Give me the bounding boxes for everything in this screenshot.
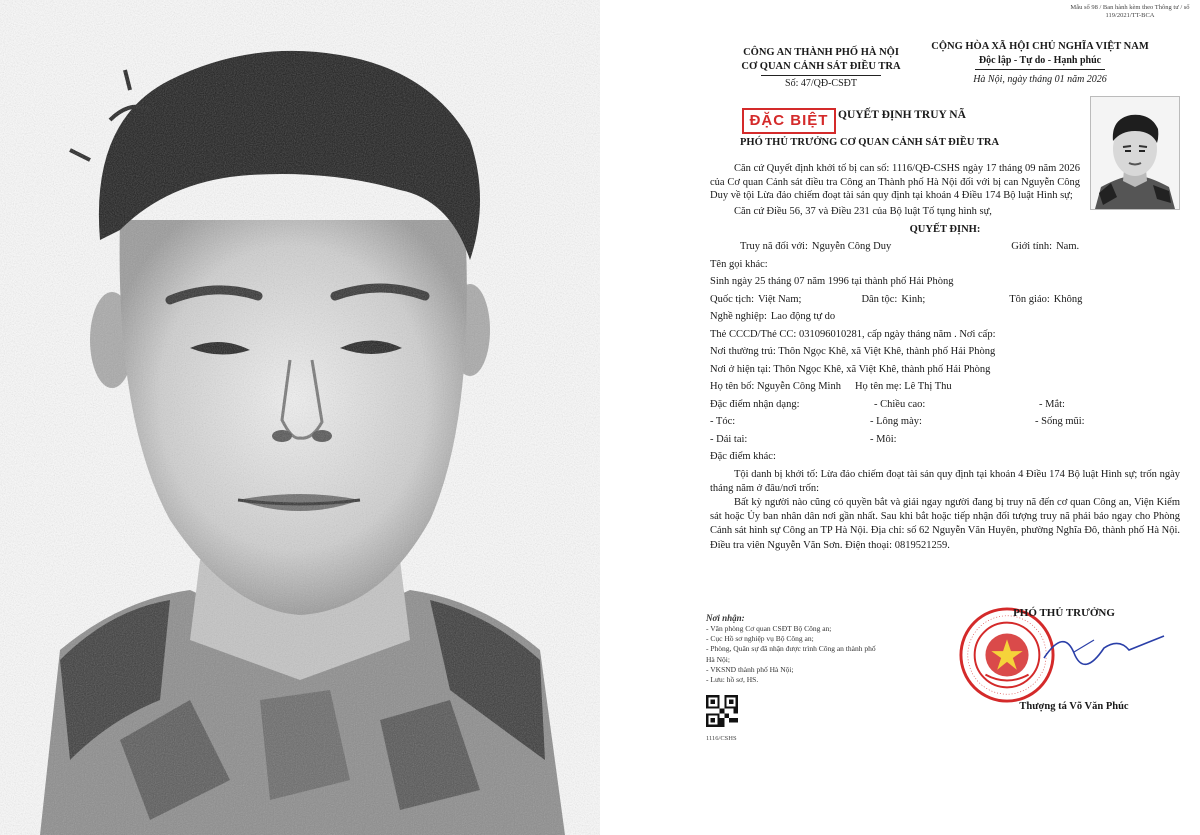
recipient-item: - Văn phòng Cơ quan CSĐT Bộ Công an; <box>706 624 832 634</box>
feature-nose: - Sống mũi: <box>1035 416 1085 428</box>
crime-paragraph: Tội danh bị khởi tố: Lừa đảo chiếm đoạt tài sản quy định tại khoản 4 Điều 174 Bộ luật Hình sự; trốn ngày tháng năm ở đâu/nơi trốn: <box>710 468 1180 494</box>
agency-underline <box>761 75 881 76</box>
document-code: 1116/CSHS <box>706 735 737 742</box>
other-features-row <box>710 450 1180 468</box>
signature-icon <box>1034 618 1174 678</box>
recipient-item: - VKSND thành phố Hà Nội; <box>706 664 794 674</box>
hometown-line: Nơi thường trú: Thôn Ngọc Khê, xã Việt Khê, thành phố Hải Phòng <box>710 346 996 358</box>
parents-row <box>710 380 1180 398</box>
hometown-row <box>710 345 1180 363</box>
nationality-row <box>710 293 1180 311</box>
motto-underline <box>975 69 1105 70</box>
id-card-row <box>710 328 1180 346</box>
features-row-2 <box>710 415 1180 433</box>
qr-code-icon <box>706 695 738 727</box>
wanted-label: Truy nã đối với: <box>740 241 808 253</box>
agency-line-2: CƠ QUAN CẢNH SÁT ĐIỀU TRA <box>741 61 901 73</box>
occupation-label: Nghề nghiệp: <box>710 311 767 323</box>
features-row-3 <box>710 433 1180 451</box>
feature-eyebrows: - Lông mày: <box>870 416 922 428</box>
recipient-item: Hà Nội; <box>706 654 730 664</box>
document-body <box>710 162 1180 553</box>
recipients-title: Nơi nhận: <box>706 613 745 623</box>
recipient-item: - Lưu: hồ sơ, HS. <box>706 674 759 684</box>
feature-hair: - Tóc: <box>710 416 736 428</box>
feature-height: - Chiều cao: <box>874 398 926 410</box>
dob-line: Sinh ngày 25 tháng 07 năm 1996 tại thành phố Hải Phòng <box>710 276 954 288</box>
recipient-item: - Phòng, Quân sự đã nhận được trình Công an thành phố <box>706 644 876 654</box>
national-header <box>910 40 1170 86</box>
alias-row <box>710 258 1180 276</box>
nationality-label: Quốc tịch: <box>710 293 755 305</box>
signer-block <box>944 606 1184 716</box>
filing-note: Mẫu số 98 / Ban hành kèm theo Thông tư / số 119/2021/TT-BCA <box>1070 4 1190 20</box>
father-line: Họ tên bố: Nguyễn Công Minh <box>710 381 841 393</box>
occupation-value: Lao động tự do <box>770 311 836 323</box>
document-title: QUYẾT ĐỊNH TRUY NÃ <box>838 109 966 121</box>
feature-eyes: - Mắt: <box>1039 398 1065 410</box>
other-features-label: Đặc điểm khác: <box>710 451 776 463</box>
features-row-1 <box>710 398 1180 416</box>
residence-row <box>710 363 1180 381</box>
preamble-paragraph-2: Căn cứ Điều 56, 37 và Điều 231 của Bộ luật Tố tụng hình sự, <box>734 205 992 217</box>
signature <box>1034 618 1174 678</box>
country-name: CỘNG HÒA XÃ HỘI CHỦ NGHĨA VIỆT NAM <box>931 41 1149 52</box>
features-label: Đặc điểm nhận dạng: <box>710 398 800 410</box>
qr-code <box>706 695 738 727</box>
dateline: Hà Nội, ngày tháng 01 năm 2026 <box>973 73 1107 85</box>
ethnicity-label: Dân tộc: <box>861 293 898 305</box>
feature-lips: - Môi: <box>870 433 897 445</box>
dob-row <box>710 275 1180 293</box>
mother-line: Họ tên mẹ: Lê Thị Thu <box>854 381 952 393</box>
occupation-row <box>710 310 1180 328</box>
residence-line: Nơi ở hiện tại: Thôn Ngọc Khê, xã Việt Khê, thành phố Hải Phòng <box>710 363 991 375</box>
ethnicity-value: Kinh; <box>901 293 926 305</box>
religion-label: Tôn giáo: <box>1009 293 1050 305</box>
feature-ears: - Dái tai: <box>710 433 748 445</box>
wanted-person-row <box>710 240 1180 258</box>
instruction-paragraph: Bất kỳ người nào cũng có quyền bắt và giải ngay người đang bị truy nã đến cơ quan Công an, Viện Kiểm sát hoặc Ủy ban nhân dân nơi gần nhất. Sau khi bắt hoặc tiếp nhận đối tượng truy nã phải báo ngay cho Phòng Cảnh sát hình sự Công an TP Hà Nội. Địa chỉ: số 62 Nguyễn Văn Huyên, phường Nghĩa Đô, thành phố Hà Nội. Điều tra viên Nguyễn Văn Sơn. Điện thoại: 0819521259. <box>710 497 1180 551</box>
national-motto: Độc lập - Tự do - Hạnh phúc <box>978 55 1102 67</box>
nationality-value: Việt Nam; <box>758 293 802 305</box>
recipients-list <box>706 612 936 685</box>
decision-heading: QUYẾT ĐỊNH: <box>909 223 981 235</box>
religion-value: Không <box>1053 293 1083 305</box>
alias-label: Tên gọi khác: <box>710 258 768 270</box>
signer-name: Thượng tá Võ Văn Phúc <box>1019 701 1129 712</box>
document-subtitle: PHÓ THỦ TRƯỞNG CƠ QUAN CẢNH SÁT ĐIỀU TRA <box>740 137 1000 148</box>
preamble-paragraph-1: Căn cứ Quyết định khởi tố bị can số: 1116/QĐ-CSHS ngày 17 tháng 09 năm 2026 của Cơ quan Cảnh sát điều tra Công an Thành phố Hà Nội đối với bị can Nguyễn Công Duy về tội Lừa đảo chiếm đoạt tài sản quy định tại khoản 4 Điều 174 Bộ luật Hình sự; <box>710 163 1080 202</box>
document-number: Số: 47/QĐ-CSĐT <box>785 78 857 90</box>
agency-line-1: CÔNG AN THÀNH PHỐ HÀ NỘI <box>743 47 899 58</box>
signer-title: PHÓ THỦ TRƯỞNG <box>1013 607 1115 619</box>
issuing-agency-header <box>706 46 936 91</box>
gender-value: Nam. <box>1056 241 1080 253</box>
wanted-decision-document <box>614 0 1200 835</box>
gender-label: Giới tính: <box>1011 241 1053 253</box>
special-stamp: ĐẶC BIỆT <box>742 108 836 134</box>
recipient-item: - Cục Hồ sơ nghiệp vụ Bộ Công an; <box>706 634 814 644</box>
wanted-name: Nguyễn Công Duy <box>811 241 892 253</box>
id-card-line: Thẻ CCCD/Thẻ CC: 031096010281, cấp ngày tháng năm . Nơi cấp: <box>710 328 996 340</box>
